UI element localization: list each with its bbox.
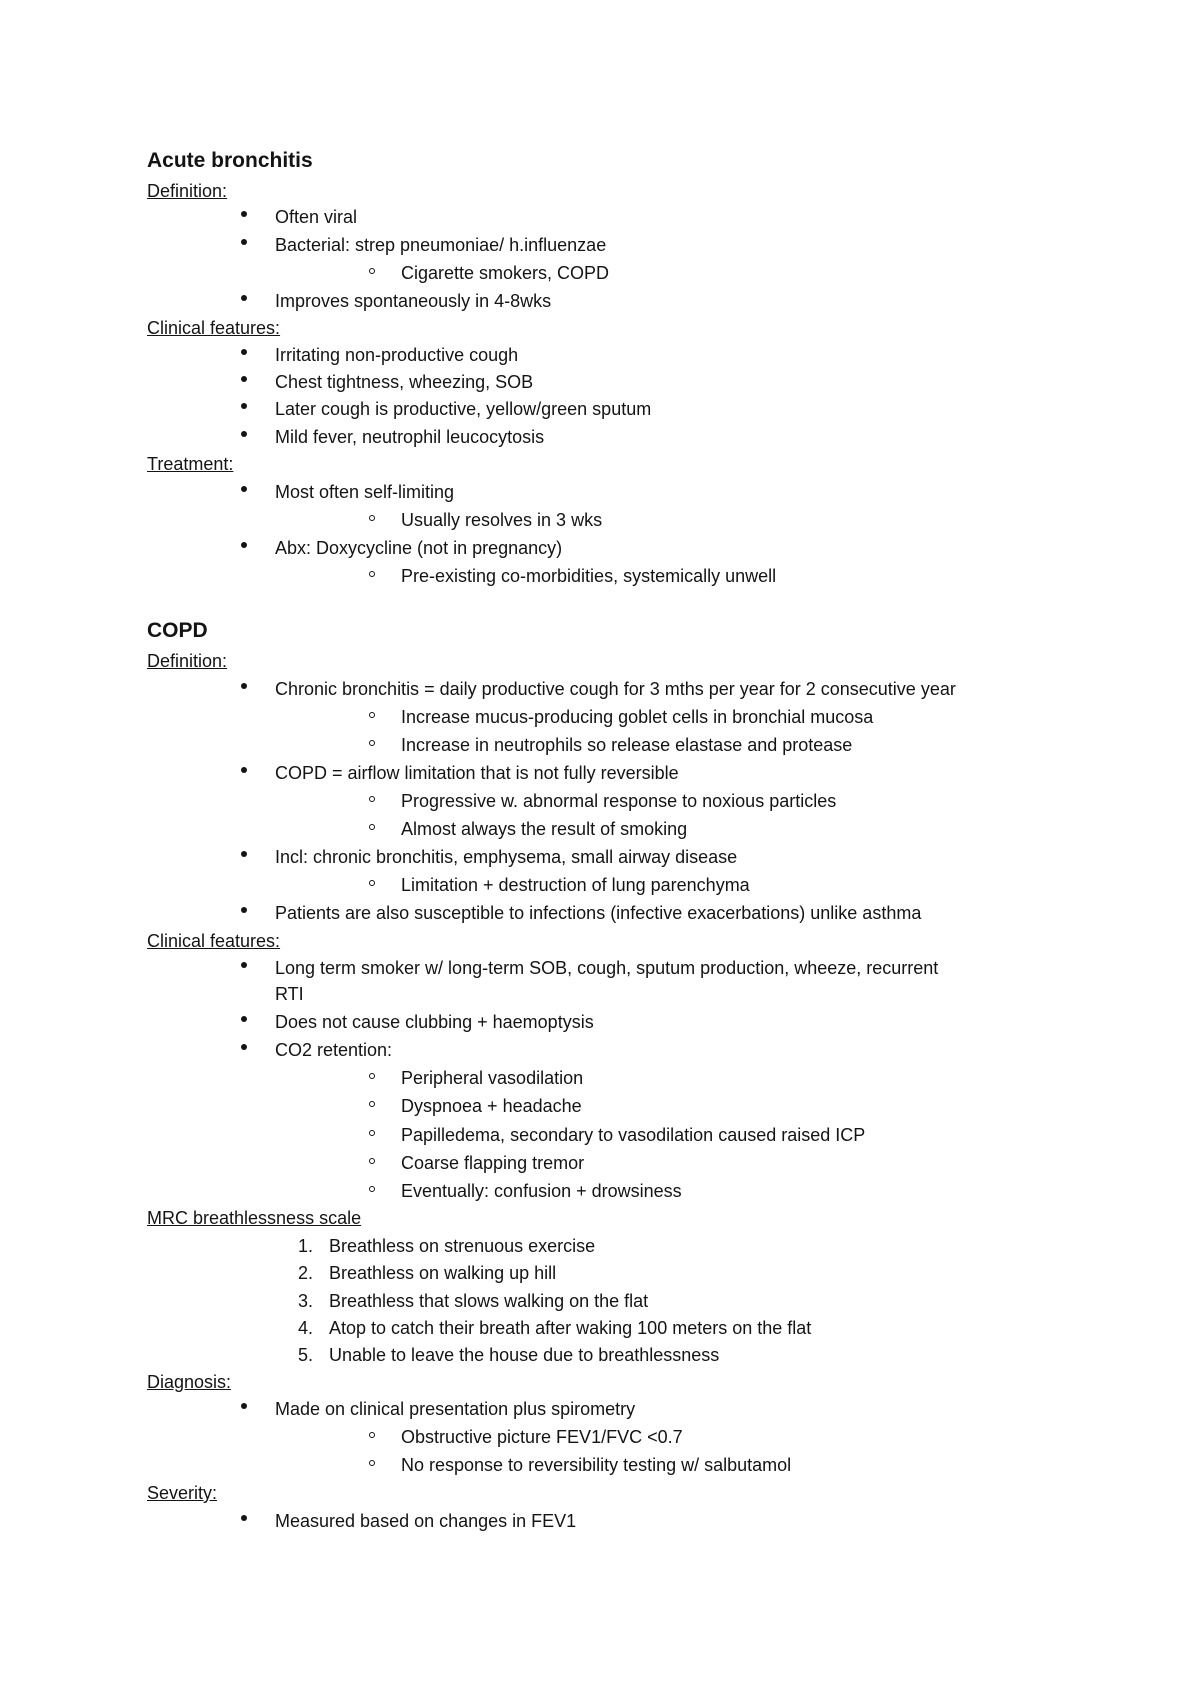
bullet-icon <box>241 683 247 689</box>
list-item-continuation: RTI <box>275 984 304 1004</box>
bullet-icon <box>241 1515 247 1521</box>
list-item: Usually resolves in 3 wks <box>401 510 603 530</box>
list-item: Often viral <box>275 207 358 227</box>
bullet-icon <box>241 431 247 437</box>
list-item: Breathless on strenuous exercise <box>329 1236 596 1256</box>
sub-bullet-icon <box>369 1158 375 1164</box>
subheading-diagnosis: Diagnosis: <box>147 1372 232 1392</box>
list-item: Increase mucus-producing goblet cells in bronchial mucosa <box>401 707 874 727</box>
list-item: Almost always the result of smoking <box>401 819 688 839</box>
sub-bullet-icon <box>369 824 375 830</box>
subheading-clinical-features: Clinical features: <box>147 931 281 951</box>
list-item: Measured based on changes in FEV1 <box>275 1511 577 1531</box>
list-item: Made on clinical presentation plus spirometry <box>275 1399 636 1419</box>
subheading-severity: Severity: <box>147 1483 218 1503</box>
sub-bullet-icon <box>369 1101 375 1107</box>
list-item: Long term smoker w/ long-term SOB, cough, sputum production, wheeze, recurrent <box>275 958 939 978</box>
list-item: Later cough is productive, yellow/green sputum <box>275 399 652 419</box>
bullet-icon <box>241 851 247 857</box>
sub-bullet-icon <box>369 880 375 886</box>
list-item: Patients are also susceptible to infections (infective exacerbations) unlike asthma <box>275 903 922 923</box>
sub-bullet-icon <box>369 571 375 577</box>
bullet-icon <box>241 295 247 301</box>
list-item: Mild fever, neutrophil leucocytosis <box>275 427 545 447</box>
bullet-icon <box>241 962 247 968</box>
bullet-icon <box>241 239 247 245</box>
list-item: Papilledema, secondary to vasodilation caused raised ICP <box>401 1125 866 1145</box>
sub-bullet-icon <box>369 1130 375 1136</box>
list-number: 1. <box>297 1236 313 1256</box>
bullet-icon <box>241 376 247 382</box>
list-item: Chronic bronchitis = daily productive cough for 3 mths per year for 2 consecutive year <box>275 679 956 699</box>
list-item: Atop to catch their breath after waking 100 meters on the flat <box>329 1318 812 1338</box>
sub-bullet-icon <box>369 268 375 274</box>
bullet-icon <box>241 403 247 409</box>
list-item: Most often self-limiting <box>275 482 455 502</box>
subheading-definition: Definition: <box>147 181 228 201</box>
list-item: Progressive w. abnormal response to noxious particles <box>401 791 837 811</box>
bullet-icon <box>241 1016 247 1022</box>
list-item: Unable to leave the house due to breathlessness <box>329 1345 720 1365</box>
list-item: Peripheral vasodilation <box>401 1068 584 1088</box>
sub-bullet-icon <box>369 1432 375 1438</box>
sub-bullet-icon <box>369 515 375 521</box>
list-item: Chest tightness, wheezing, SOB <box>275 372 534 392</box>
sub-bullet-icon <box>369 740 375 746</box>
bullet-icon <box>241 1403 247 1409</box>
section-title-acute-bronchitis: Acute bronchitis <box>147 149 313 172</box>
list-item: Limitation + destruction of lung parenchyma <box>401 875 750 895</box>
bullet-icon <box>241 486 247 492</box>
list-item: Eventually: confusion + drowsiness <box>401 1181 682 1201</box>
sub-bullet-icon <box>369 1186 375 1192</box>
list-item: Does not cause clubbing + haemoptysis <box>275 1012 594 1032</box>
list-item: Abx: Doxycycline (not in pregnancy) <box>275 538 563 558</box>
list-number: 3. <box>297 1291 313 1311</box>
list-item: Bacterial: strep pneumoniae/ h.influenzae <box>275 235 607 255</box>
bullet-icon <box>241 349 247 355</box>
sub-bullet-icon <box>369 796 375 802</box>
subheading-treatment: Treatment: <box>147 454 234 474</box>
list-item: Incl: chronic bronchitis, emphysema, small airway disease <box>275 847 738 867</box>
list-item: Pre-existing co-morbidities, systemically unwell <box>401 566 777 586</box>
list-item: Increase in neutrophils so release elastase and protease <box>401 735 853 755</box>
list-item: Improves spontaneously in 4-8wks <box>275 291 552 311</box>
sub-bullet-icon <box>369 712 375 718</box>
list-number: 5. <box>297 1345 313 1365</box>
section-title-copd: COPD <box>147 619 208 642</box>
list-item: Irritating non-productive cough <box>275 345 519 365</box>
bullet-icon <box>241 542 247 548</box>
bullet-icon <box>241 211 247 217</box>
subheading-mrc-scale: MRC breathlessness scale <box>147 1208 362 1228</box>
list-item: Coarse flapping tremor <box>401 1153 585 1173</box>
sub-bullet-icon <box>369 1073 375 1079</box>
list-item: Dyspnoea + headache <box>401 1096 582 1116</box>
list-item: COPD = airflow limitation that is not fully reversible <box>275 763 679 783</box>
list-number: 2. <box>297 1263 313 1283</box>
list-item: Obstructive picture FEV1/FVC <0.7 <box>401 1427 683 1447</box>
bullet-icon <box>241 1044 247 1050</box>
list-number: 4. <box>297 1318 313 1338</box>
bullet-icon <box>241 907 247 913</box>
subheading-clinical-features: Clinical features: <box>147 318 281 338</box>
list-item: Breathless on walking up hill <box>329 1263 557 1283</box>
list-item: Cigarette smokers, COPD <box>401 263 610 283</box>
list-item: Breathless that slows walking on the flat <box>329 1291 649 1311</box>
sub-bullet-icon <box>369 1460 375 1466</box>
list-item: No response to reversibility testing w/ salbutamol <box>401 1455 792 1475</box>
subheading-definition: Definition: <box>147 651 228 671</box>
list-item: CO2 retention: <box>275 1040 393 1060</box>
bullet-icon <box>241 767 247 773</box>
